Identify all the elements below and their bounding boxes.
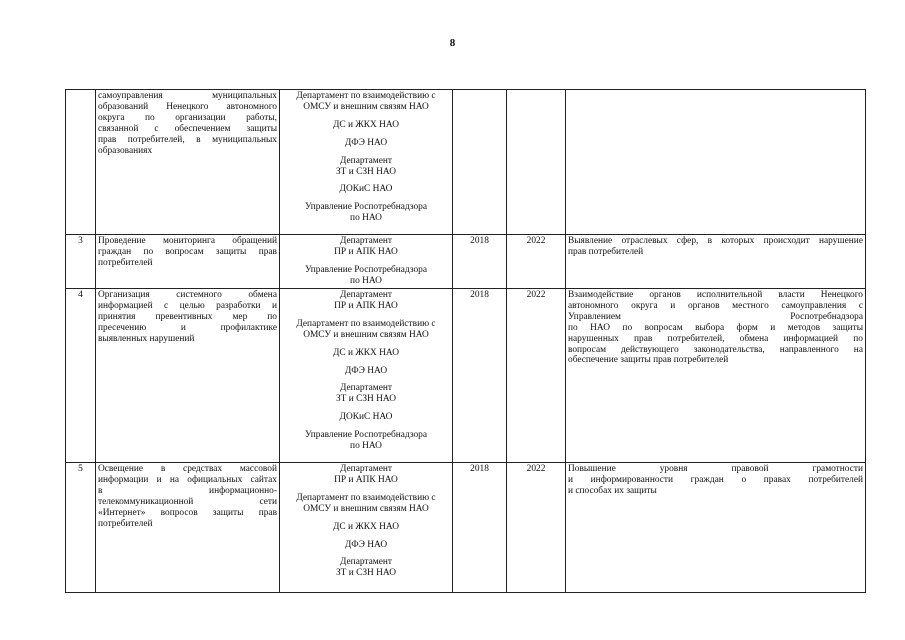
measure-name-line: потребителей	[98, 518, 153, 529]
executor: ДС и ЖКХ НАО	[333, 347, 399, 358]
measure-name-line: округа по организации работы,	[98, 112, 277, 123]
executor: Департамент ЗТ и СЗН НАО	[335, 383, 397, 405]
executor: Департамент ПР и АПК НАО	[334, 290, 398, 311]
executor: ДОКиС НАО	[339, 184, 393, 195]
result-line: нарушенных прав потребителей, обмена информацией по	[568, 333, 863, 344]
executor: ДОКиС НАО	[339, 412, 393, 423]
executors	[280, 90, 453, 235]
end-year	[507, 90, 566, 235]
executor: Департамент ЗТ и СЗН НАО	[335, 155, 397, 177]
measure-name-line: принятия превентивных мер по	[98, 311, 277, 322]
executor: Департамент ЗТ и СЗН НАО	[335, 557, 397, 579]
measure-name-line: «Интернет» вопросов защиты прав	[98, 507, 277, 518]
executor: ДС и ЖКХ НАО	[333, 119, 399, 130]
measure-name-line: прав потребителей, в муниципальных	[98, 134, 277, 145]
measure-name	[96, 463, 280, 593]
measure-name-line: потребителей	[98, 257, 153, 268]
measure-name-line: образований Ненецкого автономного	[98, 101, 277, 112]
measure-name-line: образованиях	[98, 145, 153, 156]
measure-name-line: самоуправления муниципальных	[98, 91, 277, 101]
executor: ДС и ЖКХ НАО	[333, 521, 399, 532]
measure-name	[96, 289, 280, 463]
measure-name-line: Организация системного обмена	[98, 290, 277, 300]
end-year: 2022	[507, 235, 566, 289]
result-line: и информированности граждан о правах потребителей	[568, 474, 863, 485]
result-line: автономного округа и органов местного самоуправления с	[568, 300, 863, 311]
executor: Управление Роспотребнадзора по НАО	[304, 430, 428, 452]
measure-name-line: информацией с целью разработки и	[98, 300, 277, 311]
executor: ДФЭ НАО	[344, 137, 388, 148]
executor: Департамент по взаимодействию с ОМСУ и внешним связям НАО	[296, 91, 436, 112]
measure-name	[96, 235, 280, 289]
executor: ДФЭ НАО	[344, 539, 388, 550]
measure-name	[96, 90, 280, 235]
table-row	[66, 90, 866, 235]
page-number: 8	[449, 37, 456, 49]
result-line: Управлением Роспотребнадзора	[568, 311, 863, 322]
executor: Департамент по взаимодействию с ОМСУ и внешним связям НАО	[296, 318, 436, 340]
row-number: 3	[66, 235, 96, 289]
measure-name-line: связанной с обеспечением защиты	[98, 123, 277, 134]
row-number: 4	[66, 289, 96, 463]
executors	[280, 235, 453, 289]
table-row	[66, 463, 866, 593]
executor: Департамент ПР и АПК НАО	[334, 464, 398, 485]
result-line: и способах их защиты	[568, 485, 657, 496]
executor: ДФЭ НАО	[344, 365, 388, 376]
result-line: Выявление отраслевых сфер, в которых происходит нарушение	[568, 236, 863, 246]
executors	[280, 463, 453, 593]
executor: Департамент по взаимодействию с ОМСУ и внешним связям НАО	[296, 492, 436, 514]
row-number	[66, 90, 96, 235]
row-number: 5	[66, 463, 96, 593]
table-row	[66, 289, 866, 463]
measure-name-line: в информационно-	[98, 485, 277, 496]
executor: Департамент ПР и АПК НАО	[334, 236, 398, 257]
measure-name-line: Проведение мониторинга обращений	[98, 236, 277, 246]
result-line: Взаимодействие органов исполнительной власти Ненецкого	[568, 290, 863, 300]
start-year: 2018	[453, 463, 507, 593]
executor: Управление Роспотребнадзора по НАО	[304, 264, 428, 286]
result-line: Повышение уровня правовой грамотности	[568, 464, 863, 474]
expected-result	[566, 463, 866, 593]
measure-name-line: выявленных нарушений	[98, 333, 195, 344]
expected-result	[566, 289, 866, 463]
measure-name-line: информации и на официальных сайтах	[98, 474, 277, 485]
expected-result	[566, 235, 866, 289]
executors	[280, 289, 453, 463]
result-line: прав потребителей	[568, 246, 644, 257]
measure-name-line: пресечению и профилактике	[98, 322, 277, 333]
end-year: 2022	[507, 289, 566, 463]
measure-name-line: граждан по вопросам защиты прав	[98, 246, 277, 257]
result-line: по НАО по вопросам выбора форм и методов защиты	[568, 322, 863, 333]
result-line: обеспечение защиты прав потребителей	[568, 355, 729, 366]
result-line: вопросам действующего законодательства, направленного на	[568, 344, 863, 355]
measure-name-line: Освещение в средствах массовой	[98, 464, 277, 474]
start-year: 2018	[453, 289, 507, 463]
expected-result	[566, 90, 866, 235]
executor: Управление Роспотребнадзора по НАО	[304, 202, 428, 224]
start-year: 2018	[453, 235, 507, 289]
table-row	[66, 235, 866, 289]
end-year: 2022	[507, 463, 566, 593]
measures-table	[65, 89, 866, 593]
measure-name-line: телекоммуникационной сети	[98, 496, 277, 507]
start-year	[453, 90, 507, 235]
